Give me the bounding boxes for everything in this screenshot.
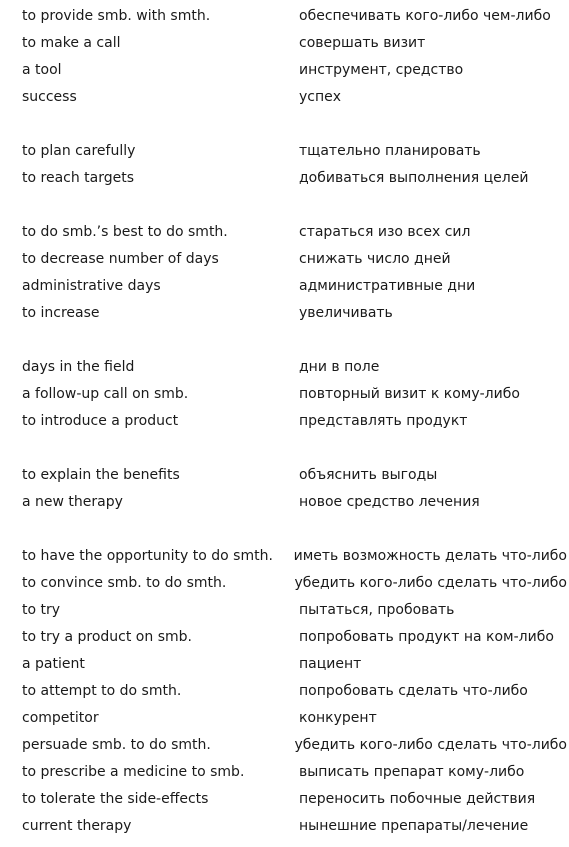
- vocab-row: [22, 167, 567, 194]
- english-term: current therapy: [22, 818, 132, 834]
- russian-translation: пытаться, пробовать: [299, 602, 455, 618]
- russian-translation: совершать визит: [299, 35, 426, 51]
- vocab-row: [22, 5, 567, 32]
- english-term: a tool: [22, 62, 62, 78]
- english-term: to plan carefully: [22, 143, 136, 159]
- russian-translation: добиваться выполнения целей: [299, 170, 529, 186]
- english-term: days in the field: [22, 359, 135, 375]
- vocab-row: [22, 356, 567, 383]
- vocab-row: [22, 626, 567, 653]
- english-term: to try: [22, 602, 61, 618]
- vocab-row: [22, 734, 567, 761]
- english-term: to tolerate the side-effects: [22, 791, 209, 807]
- group-spacer: [22, 329, 567, 356]
- russian-translation: нынешние препараты/лечение: [299, 818, 529, 834]
- russian-translation: попробовать продукт на ком-либо: [299, 629, 554, 645]
- russian-translation: объяснить выгоды: [299, 467, 438, 483]
- english-term: [22, 518, 299, 545]
- russian-translation: административные дни: [299, 278, 476, 294]
- english-term: to provide smb. with smth.: [22, 8, 211, 24]
- group-spacer: [22, 113, 567, 140]
- group-spacer: [22, 194, 567, 221]
- english-term: competitor: [22, 710, 99, 726]
- english-term: to make a call: [22, 35, 121, 51]
- english-term: [22, 329, 299, 356]
- english-term: to prescribe a medicine to smb.: [22, 764, 245, 780]
- english-term: [22, 437, 299, 464]
- vocab-row: [22, 491, 567, 518]
- vocab-row: [22, 383, 567, 410]
- vocab-row: [22, 545, 567, 572]
- english-term: to attempt to do smth.: [22, 683, 182, 699]
- russian-translation: представлять продукт: [299, 413, 468, 429]
- vocab-row: [22, 572, 567, 599]
- english-term: to have the opportunity to do smth.: [22, 548, 273, 564]
- english-term: a follow-up call on smb.: [22, 386, 189, 402]
- vocab-row: [22, 464, 567, 491]
- russian-translation: увеличивать: [299, 305, 393, 321]
- english-term: a patient: [22, 656, 85, 672]
- vocab-row: [22, 86, 567, 113]
- group-spacer: [22, 437, 567, 464]
- russian-translation: пациент: [299, 656, 362, 672]
- russian-translation: дни в поле: [299, 359, 380, 375]
- russian-translation: попробовать сделать что-либо: [299, 683, 528, 699]
- russian-translation: снижать число дней: [299, 251, 451, 267]
- vocab-row: [22, 221, 567, 248]
- english-term: to introduce a product: [22, 413, 179, 429]
- vocab-row: [22, 275, 567, 302]
- english-term: to reach targets: [22, 170, 135, 186]
- russian-translation: успех: [299, 89, 342, 105]
- english-term: [22, 194, 299, 221]
- vocab-row: [22, 248, 567, 275]
- russian-translation: инструмент, средство: [299, 62, 464, 78]
- russian-translation: убедить кого-либо сделать что-либо: [294, 737, 567, 753]
- english-term: to try a product on smb.: [22, 629, 192, 645]
- russian-translation: стараться изо всех сил: [299, 224, 471, 240]
- english-term: to decrease number of days: [22, 251, 219, 267]
- group-spacer: [22, 518, 567, 545]
- english-term: to explain the benefits: [22, 467, 180, 483]
- vocab-row: [22, 302, 567, 329]
- english-term: persuade smb. to do smth.: [22, 737, 211, 753]
- vocab-row: [22, 32, 567, 59]
- russian-translation: иметь возможность делать что-либо: [293, 548, 567, 564]
- english-term: to do smb.’s best to do smth.: [22, 224, 228, 240]
- english-term: to increase: [22, 305, 100, 321]
- english-term: to convince smb. to do smth.: [22, 575, 227, 591]
- russian-translation: конкурент: [299, 710, 377, 726]
- english-term: success: [22, 89, 77, 105]
- russian-translation: обеспечивать кого-либо чем-либо: [299, 8, 551, 24]
- vocabulary-list: [22, 5, 567, 842]
- vocab-row: [22, 140, 567, 167]
- vocab-row: [22, 680, 567, 707]
- vocab-row: [22, 59, 567, 86]
- english-term: [22, 113, 299, 140]
- english-term: a new therapy: [22, 494, 123, 510]
- vocab-row: [22, 707, 567, 734]
- vocab-row: [22, 653, 567, 680]
- russian-translation: переносить побочные действия: [299, 791, 536, 807]
- russian-translation: тщательно планировать: [299, 143, 481, 159]
- russian-translation: выписать препарат кому-либо: [299, 764, 525, 780]
- russian-translation: повторный визит к кому-либо: [299, 386, 520, 402]
- vocab-row: [22, 599, 567, 626]
- vocab-row: [22, 761, 567, 788]
- vocab-row: [22, 815, 567, 842]
- russian-translation: новое средство лечения: [299, 494, 480, 510]
- english-term: administrative days: [22, 278, 161, 294]
- vocab-row: [22, 788, 567, 815]
- russian-translation: убедить кого-либо сделать что-либо: [294, 575, 567, 591]
- vocab-row: [22, 410, 567, 437]
